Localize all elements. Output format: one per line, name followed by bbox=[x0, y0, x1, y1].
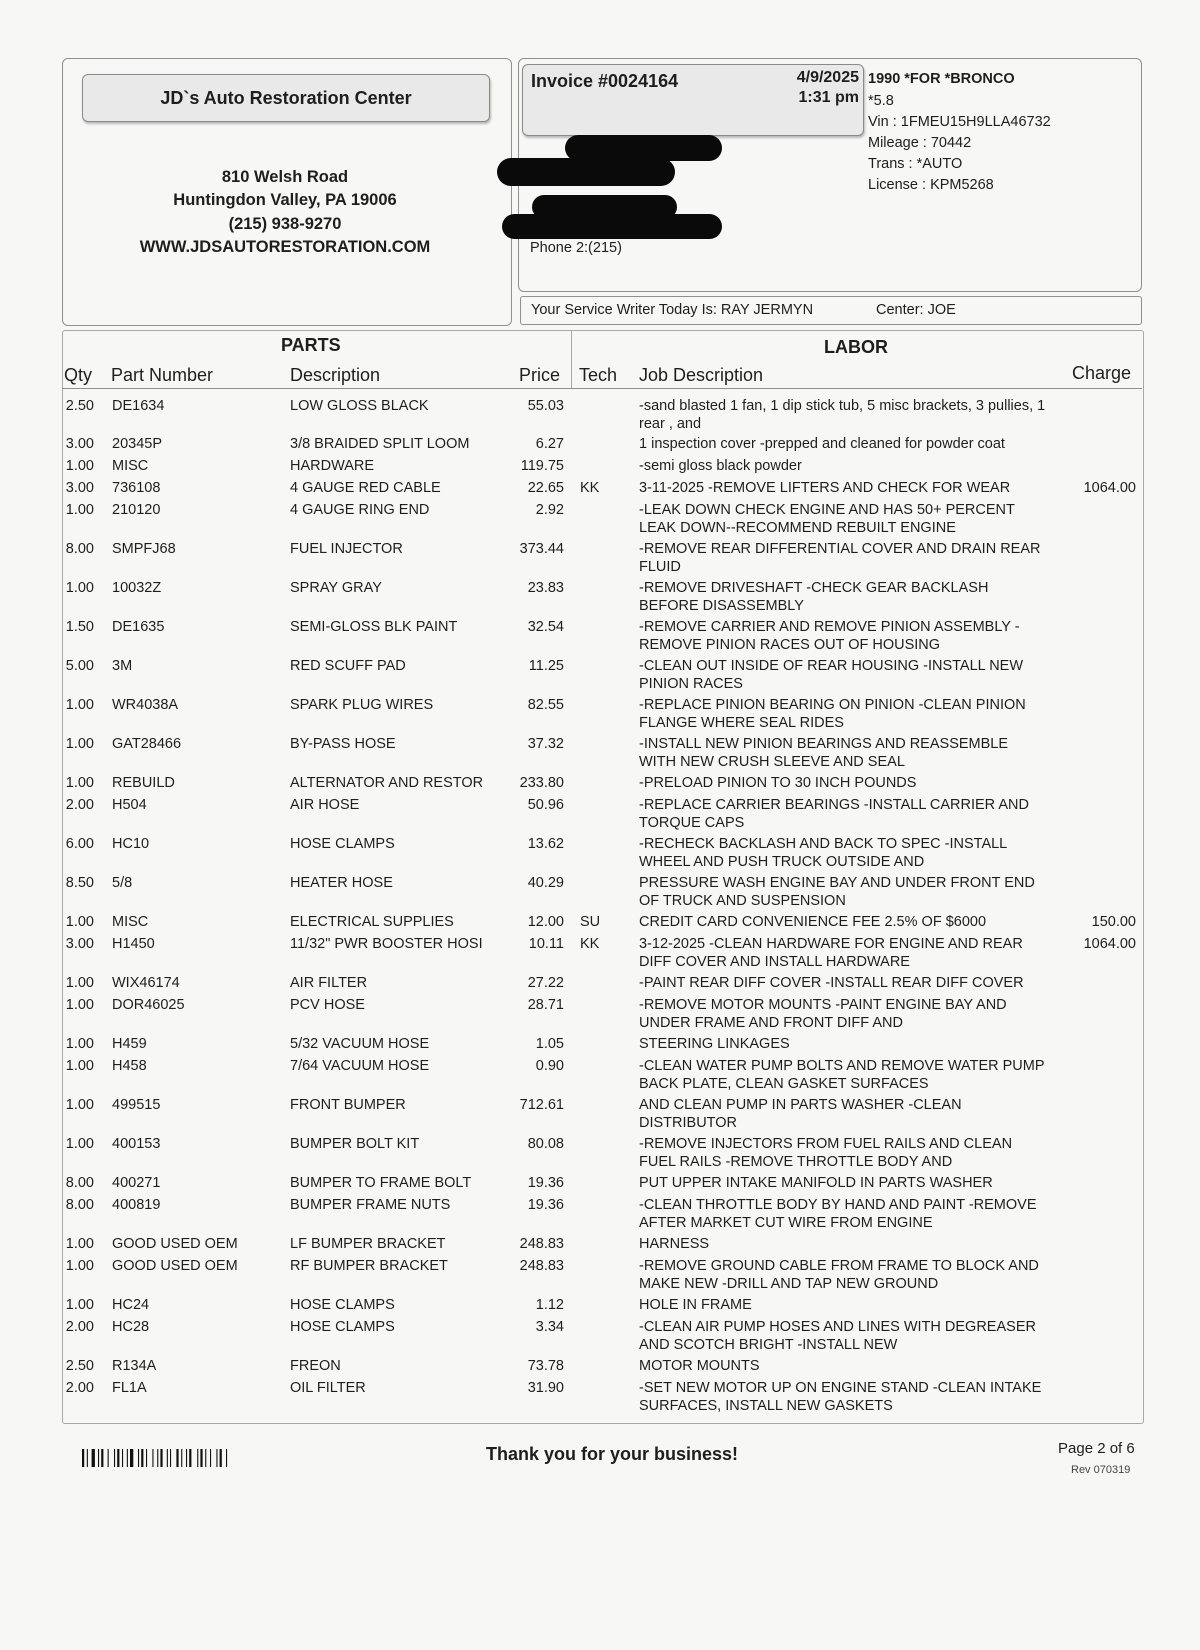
part-tech: KK bbox=[580, 936, 600, 952]
part-description: LF BUMPER BRACKET bbox=[290, 1236, 446, 1252]
part-qty: 1.00 bbox=[65, 1058, 94, 1074]
barcode-bar bbox=[152, 1449, 153, 1467]
part-price: 119.75 bbox=[520, 458, 564, 474]
part-price: 37.32 bbox=[527, 736, 564, 752]
part-price: 3.34 bbox=[535, 1319, 564, 1335]
part-price: 2.92 bbox=[535, 502, 564, 518]
barcode-bar bbox=[146, 1449, 147, 1467]
part-number: SMPFJ68 bbox=[112, 541, 176, 557]
part-number: 5/8 bbox=[112, 875, 133, 891]
part-price: 12.00 bbox=[527, 914, 564, 930]
part-price: 248.83 bbox=[519, 1258, 564, 1274]
part-price: 32.54 bbox=[527, 619, 564, 635]
labor-job-description: -sand blasted 1 fan, 1 dip stick tub, 5 misc brackets, 3 pullies, 1 rear , and bbox=[639, 398, 1046, 432]
part-tech: SU bbox=[580, 914, 601, 930]
part-number: GOOD USED OEM bbox=[112, 1258, 238, 1274]
vehicle-license: License : KPM5268 bbox=[868, 177, 994, 193]
barcode-bar bbox=[176, 1449, 178, 1467]
labor-job-description: PRESSURE WASH ENGINE BAY AND UNDER FRONT END OF TRUCK AND SUSPENSION bbox=[639, 875, 1035, 909]
barcode-bar bbox=[141, 1449, 143, 1467]
labor-job-description: -CLEAN OUT INSIDE OF REAR HOUSING -INSTALL NEW PINION RACES bbox=[639, 658, 1024, 692]
barcode-bar bbox=[92, 1449, 95, 1467]
parts-section-title: PARTS bbox=[281, 335, 341, 355]
col-header-charge: Charge bbox=[1072, 363, 1132, 383]
barcode-bar bbox=[98, 1449, 99, 1467]
barcode-bar bbox=[114, 1449, 115, 1467]
shop-address-line1: 810 Welsh Road bbox=[221, 168, 349, 186]
labor-job-description: -LEAK DOWN CHECK ENGINE AND HAS 50+ PERCENT LEAK DOWN--RECOMMEND REBUILT ENGINE bbox=[639, 502, 1015, 536]
labor-job-description: -REMOVE DRIVESHAFT -CHECK GEAR BACKLASH BEFORE DISASSEMBLY bbox=[639, 580, 989, 614]
labor-job-description: -REMOVE REAR DIFFERENTIAL COVER AND DRAIN REAR FLUID bbox=[639, 541, 1041, 575]
part-description: SPRAY GRAY bbox=[290, 580, 382, 596]
part-price: 50.96 bbox=[527, 797, 564, 813]
labor-job-description: -SET NEW MOTOR UP ON ENGINE STAND -CLEAN INTAKE SURFACES, INSTALL NEW GASKETS bbox=[639, 1380, 1042, 1414]
shop-phone: (215) 938-9270 bbox=[228, 215, 342, 233]
part-number: 210120 bbox=[112, 502, 161, 518]
page-number: Page 2 of 6 bbox=[1058, 1440, 1135, 1457]
part-description: BY-PASS HOSE bbox=[290, 736, 396, 752]
part-qty: 1.00 bbox=[65, 1097, 94, 1113]
barcode-bar bbox=[130, 1449, 133, 1467]
part-description: AIR HOSE bbox=[290, 797, 360, 813]
labor-job-description: -REMOVE GROUND CABLE FROM FRAME TO BLOCK AND MAKE NEW -DRILL AND TAP NEW GROUND bbox=[639, 1258, 1039, 1292]
part-qty: 2.00 bbox=[65, 797, 94, 813]
part-description: BUMPER BOLT KIT bbox=[290, 1136, 420, 1152]
labor-job-description: -RECHECK BACKLASH AND BACK TO SPEC -INSTALL WHEEL AND PUSH TRUCK OUTSIDE AND bbox=[639, 836, 1007, 870]
part-description: OIL FILTER bbox=[290, 1380, 366, 1396]
labor-job-description: -REMOVE CARRIER AND REMOVE PINION ASSEMBLY -REMOVE PINION RACES OUT OF HOUSING bbox=[639, 619, 1020, 653]
barcode-bar bbox=[226, 1449, 227, 1467]
labor-charge: 150.00 bbox=[1091, 914, 1136, 930]
part-number: DOR46025 bbox=[112, 997, 185, 1013]
part-price: 11.25 bbox=[528, 658, 564, 674]
barcode-bar bbox=[108, 1449, 109, 1467]
col-header-description: Description bbox=[290, 365, 381, 385]
part-description: HEATER HOSE bbox=[290, 875, 393, 891]
part-price: 233.80 bbox=[519, 775, 564, 791]
part-number: MISC bbox=[112, 458, 149, 474]
service-writer-box bbox=[520, 296, 1142, 325]
part-number: 499515 bbox=[112, 1097, 161, 1113]
part-qty: 1.00 bbox=[65, 1036, 94, 1052]
part-qty: 8.00 bbox=[65, 541, 94, 557]
part-description: SPARK PLUG WIRES bbox=[290, 697, 434, 713]
part-qty: 1.00 bbox=[65, 697, 94, 713]
col-header-qty: Qty bbox=[64, 365, 93, 385]
part-price: 23.83 bbox=[527, 580, 564, 596]
barcode-bar bbox=[189, 1449, 191, 1467]
part-number: HC24 bbox=[112, 1297, 150, 1313]
labor-job-description: -CLEAN AIR PUMP HOSES AND LINES WITH DEGREASER AND SCOTCH BRIGHT -INSTALL NEW bbox=[639, 1319, 1036, 1353]
part-price: 248.83 bbox=[519, 1236, 564, 1252]
part-qty: 1.00 bbox=[65, 975, 94, 991]
part-qty: 1.50 bbox=[65, 619, 94, 635]
barcode-bar bbox=[210, 1449, 211, 1467]
barcode-bar bbox=[122, 1449, 123, 1467]
labor-job-description: PUT UPPER INTAKE MANIFOLD IN PARTS WASHER bbox=[639, 1175, 993, 1191]
labor-job-description: -REPLACE CARRIER BEARINGS -INSTALL CARRIER AND TORQUE CAPS bbox=[639, 797, 1029, 831]
labor-job-description: -CLEAN THROTTLE BODY BY HAND AND PAINT -REMOVE AFTER MARKET CUT WIRE FROM ENGINE bbox=[639, 1197, 1037, 1231]
customer-phone2: Phone 2:(215) bbox=[530, 240, 622, 256]
part-price: 13.62 bbox=[527, 836, 564, 852]
labor-job-description: AND CLEAN PUMP IN PARTS WASHER -CLEAN DISTRIBUTOR bbox=[639, 1097, 962, 1131]
part-price: 19.36 bbox=[527, 1197, 564, 1213]
barcode-bar bbox=[186, 1449, 187, 1467]
redaction-mark bbox=[502, 214, 722, 239]
part-price: 55.03 bbox=[527, 398, 564, 414]
part-qty: 2.00 bbox=[65, 1380, 94, 1396]
labor-job-description: STEERING LINKAGES bbox=[639, 1036, 790, 1052]
part-price: 1.05 bbox=[535, 1036, 564, 1052]
part-number: HC10 bbox=[112, 836, 150, 852]
invoice-date: 4/9/2025 bbox=[796, 69, 859, 86]
revision-code: Rev 070319 bbox=[1071, 1464, 1131, 1476]
part-price: 0.90 bbox=[535, 1058, 564, 1074]
part-number: DE1635 bbox=[112, 619, 165, 635]
part-number: GAT28466 bbox=[112, 736, 182, 752]
part-number: H1450 bbox=[112, 936, 155, 952]
barcode-bar bbox=[181, 1449, 182, 1467]
part-description: 7/64 VACUUM HOSE bbox=[290, 1058, 430, 1074]
part-qty: 3.00 bbox=[65, 936, 94, 952]
barcode-bar bbox=[117, 1449, 119, 1467]
part-number: WIX46174 bbox=[112, 975, 180, 991]
part-number: 3M bbox=[112, 658, 133, 674]
part-qty: 1.00 bbox=[65, 997, 94, 1013]
labor-charge: 1064.00 bbox=[1083, 480, 1136, 496]
part-qty: 2.00 bbox=[65, 1319, 94, 1335]
barcode-bar bbox=[82, 1449, 84, 1467]
part-number: H458 bbox=[112, 1058, 147, 1074]
col-header-tech: Tech bbox=[579, 365, 618, 385]
thank-you-message: Thank you for your business! bbox=[486, 1444, 739, 1464]
service-center: Center: JOE bbox=[876, 302, 956, 318]
part-description: HARDWARE bbox=[290, 458, 375, 474]
labor-job-description: 1 inspection cover -prepped and cleaned for powder coat bbox=[639, 436, 1005, 452]
part-description: BUMPER TO FRAME BOLT bbox=[290, 1175, 472, 1191]
part-description: ELECTRICAL SUPPLIES bbox=[290, 914, 454, 930]
part-qty: 1.00 bbox=[65, 458, 94, 474]
part-qty: 2.50 bbox=[65, 1358, 94, 1374]
part-description: SEMI-GLOSS BLK PAINT bbox=[290, 619, 458, 635]
part-description: RED SCUFF PAD bbox=[290, 658, 406, 674]
labor-job-description: HOLE IN FRAME bbox=[639, 1297, 752, 1313]
part-qty: 1.00 bbox=[65, 1236, 94, 1252]
part-number: HC28 bbox=[112, 1319, 150, 1335]
invoice-time: 1:31 pm bbox=[798, 89, 859, 106]
part-qty: 5.00 bbox=[65, 658, 94, 674]
vehicle-mileage: Mileage : 70442 bbox=[868, 135, 972, 151]
barcode-bar bbox=[157, 1449, 158, 1467]
barcode-bar bbox=[167, 1449, 168, 1467]
part-qty: 8.00 bbox=[65, 1197, 94, 1213]
part-number: 736108 bbox=[112, 480, 161, 496]
barcode-bar bbox=[200, 1449, 202, 1467]
part-number: H504 bbox=[112, 797, 147, 813]
part-number: FL1A bbox=[112, 1380, 147, 1396]
part-number: 400819 bbox=[112, 1197, 161, 1213]
part-price: 27.22 bbox=[527, 975, 564, 991]
part-number: 400271 bbox=[112, 1175, 161, 1191]
barcode-bar bbox=[216, 1449, 217, 1467]
part-description: 3/8 BRAIDED SPLIT LOOM bbox=[290, 436, 470, 452]
part-price: 82.55 bbox=[527, 697, 564, 713]
part-description: 4 GAUGE RING END bbox=[290, 502, 430, 518]
part-qty: 1.00 bbox=[65, 1297, 94, 1313]
shop-name: JD`s Auto Restoration Center bbox=[82, 74, 490, 122]
labor-job-description: -REMOVE MOTOR MOUNTS -PAINT ENGINE BAY AND UNDER FRAME AND FRONT DIFF AND bbox=[639, 997, 1007, 1031]
vehicle-description: 1990 *FOR *BRONCO bbox=[868, 71, 1015, 87]
shop-website: WWW.JDSAUTORESTORATION.COM bbox=[139, 238, 431, 256]
part-price: 712.61 bbox=[519, 1097, 564, 1113]
part-qty: 1.00 bbox=[65, 1258, 94, 1274]
labor-job-description: 3-12-2025 -CLEAN HARDWARE FOR ENGINE AND REAR DIFF COVER AND INSTALL HARDWARE bbox=[639, 936, 1023, 970]
barcode-bar bbox=[87, 1449, 88, 1467]
labor-job-description: -semi gloss black powder bbox=[639, 458, 802, 474]
labor-job-description: CREDIT CARD CONVENIENCE FEE 2.5% OF $6000 bbox=[639, 914, 987, 930]
part-qty: 1.00 bbox=[65, 1136, 94, 1152]
part-number: 10032Z bbox=[112, 580, 162, 596]
part-description: AIR FILTER bbox=[290, 975, 368, 991]
part-description: HOSE CLAMPS bbox=[290, 1319, 395, 1335]
part-number: WR4038A bbox=[112, 697, 179, 713]
labor-job-description: -REMOVE INJECTORS FROM FUEL RAILS AND CLEAN FUEL RAILS -REMOVE THROTTLE BODY AND bbox=[639, 1136, 1013, 1170]
invoice-box bbox=[522, 64, 864, 136]
part-price: 22.65 bbox=[527, 480, 564, 496]
part-description: ALTERNATOR AND RESTOR bbox=[290, 775, 484, 791]
part-qty: 2.50 bbox=[65, 398, 94, 414]
part-qty: 1.00 bbox=[65, 736, 94, 752]
part-price: 19.36 bbox=[527, 1175, 564, 1191]
labor-charge: 1064.00 bbox=[1083, 936, 1136, 952]
barcode bbox=[82, 1449, 272, 1467]
parts-labor-divider bbox=[571, 330, 572, 388]
barcode-bar bbox=[101, 1449, 103, 1467]
labor-job-description: -INSTALL NEW PINION BEARINGS AND REASSEMBLE WITH NEW CRUSH SLEEVE AND SEAL bbox=[639, 736, 1009, 770]
part-qty: 1.00 bbox=[65, 914, 94, 930]
barcode-bar bbox=[220, 1449, 222, 1467]
vehicle-vin: Vin : 1FMEU15H9LLA46732 bbox=[868, 114, 1051, 130]
part-number: DE1634 bbox=[112, 398, 165, 414]
part-description: FREON bbox=[290, 1358, 341, 1374]
part-description: FRONT BUMPER bbox=[290, 1097, 406, 1113]
part-qty: 8.00 bbox=[65, 1175, 94, 1191]
part-price: 10.11 bbox=[528, 936, 564, 952]
part-description: LOW GLOSS BLACK bbox=[290, 398, 429, 414]
part-description: 4 GAUGE RED CABLE bbox=[290, 480, 441, 496]
barcode-bar bbox=[205, 1449, 206, 1467]
part-description: HOSE CLAMPS bbox=[290, 836, 395, 852]
barcode-bar bbox=[170, 1449, 171, 1467]
barcode-bar bbox=[138, 1449, 139, 1467]
part-description: HOSE CLAMPS bbox=[290, 1297, 395, 1313]
part-price: 40.29 bbox=[527, 875, 564, 891]
part-number: REBUILD bbox=[112, 775, 175, 791]
labor-job-description: -PAINT REAR DIFF COVER -INSTALL REAR DIFF COVER bbox=[639, 975, 1024, 991]
col-header-part-number: Part Number bbox=[111, 365, 214, 385]
part-price: 73.78 bbox=[527, 1358, 564, 1374]
barcode-bar bbox=[127, 1449, 128, 1467]
labor-section-title: LABOR bbox=[824, 337, 888, 357]
labor-job-description: -REPLACE PINION BEARING ON PINION -CLEAN PINION FLANGE WHERE SEAL RIDES bbox=[639, 697, 1026, 731]
part-qty: 3.00 bbox=[65, 436, 94, 452]
labor-job-description: MOTOR MOUNTS bbox=[639, 1358, 760, 1374]
part-description: 5/32 VACUUM HOSE bbox=[290, 1036, 430, 1052]
vehicle-engine: *5.8 bbox=[868, 93, 894, 109]
part-qty: 3.00 bbox=[65, 480, 94, 496]
part-qty: 1.00 bbox=[65, 580, 94, 596]
part-price: 28.71 bbox=[527, 997, 564, 1013]
barcode-bar bbox=[197, 1449, 198, 1467]
part-number: 400153 bbox=[112, 1136, 161, 1152]
labor-job-description: -PRELOAD PINION TO 30 INCH POUNDS bbox=[639, 775, 917, 791]
invoice-number: Invoice #0024164 bbox=[531, 71, 679, 91]
part-number: MISC bbox=[112, 914, 149, 930]
part-description: 11/32" PWR BOOSTER HOSI bbox=[290, 936, 483, 952]
part-qty: 1.00 bbox=[65, 775, 94, 791]
redaction-mark bbox=[497, 158, 675, 186]
part-description: RF BUMPER BRACKET bbox=[290, 1258, 448, 1274]
part-description: FUEL INJECTOR bbox=[290, 541, 403, 557]
part-qty: 6.00 bbox=[65, 836, 94, 852]
col-header-job-description: Job Description bbox=[639, 365, 764, 385]
part-number: R134A bbox=[112, 1358, 157, 1374]
barcode-bar bbox=[160, 1449, 162, 1467]
part-description: PCV HOSE bbox=[290, 997, 365, 1013]
part-qty: 1.00 bbox=[65, 502, 94, 518]
table-header-divider bbox=[62, 388, 1142, 389]
labor-job-description: 3-11-2025 -REMOVE LIFTERS AND CHECK FOR WEAR bbox=[639, 480, 1011, 496]
part-tech: KK bbox=[580, 480, 600, 496]
part-price: 6.27 bbox=[535, 436, 564, 452]
part-number: GOOD USED OEM bbox=[112, 1236, 238, 1252]
part-description: BUMPER FRAME NUTS bbox=[290, 1197, 451, 1213]
col-header-price: Price bbox=[519, 365, 561, 385]
part-number: H459 bbox=[112, 1036, 147, 1052]
shop-address-line2: Huntingdon Valley, PA 19006 bbox=[173, 191, 397, 209]
service-writer: Your Service Writer Today Is: RAY JERMYN bbox=[531, 302, 814, 318]
vehicle-trans: Trans : *AUTO bbox=[868, 156, 963, 172]
part-price: 31.90 bbox=[527, 1380, 564, 1396]
labor-job-description: HARNESS bbox=[639, 1236, 710, 1252]
part-number: 20345P bbox=[112, 436, 162, 452]
part-price: 1.12 bbox=[535, 1297, 564, 1313]
part-price: 80.08 bbox=[527, 1136, 564, 1152]
labor-job-description: -CLEAN WATER PUMP BOLTS AND REMOVE WATER PUMP BACK PLATE, CLEAN GASKET SURFACES bbox=[639, 1058, 1045, 1092]
part-qty: 8.50 bbox=[65, 875, 94, 891]
part-price: 373.44 bbox=[519, 541, 564, 557]
